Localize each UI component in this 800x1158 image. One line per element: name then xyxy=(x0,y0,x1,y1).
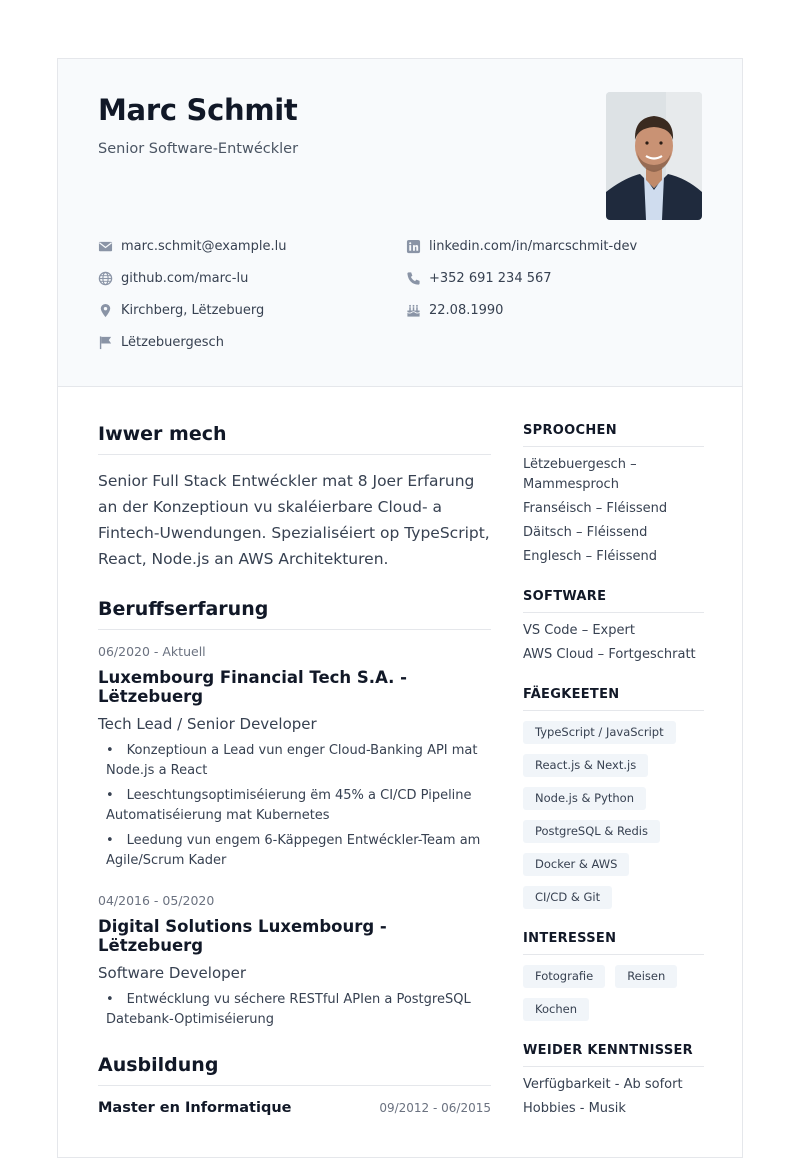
software-item: VS Code – Expert xyxy=(523,623,635,638)
other-skills-section xyxy=(523,1043,704,1119)
achievement-item: • Leeschtungsoptimiséierung ëm 45% a CI/CD Pipeline Automatiséierung mat Kubernetes xyxy=(106,786,491,826)
interests-heading: INTERESSEN xyxy=(523,931,704,955)
skills-section xyxy=(523,687,704,909)
contact-email-text: marc.schmit@example.lu xyxy=(121,238,287,254)
achievement-item: • Konzeptioun a Lead vun enger Cloud-Banking API mat Node.js a React xyxy=(106,741,491,781)
experience-heading: Beruffserfarung xyxy=(98,598,491,630)
achievement-item: • Leedung vun engem 6-Käppegen Entwéckler-Team am Agile/Scrum Kader xyxy=(106,831,491,871)
contact-phone[interactable] xyxy=(406,269,698,287)
contact-birthdate xyxy=(406,301,698,319)
interests-tags xyxy=(523,965,704,1021)
contact-list xyxy=(98,237,698,351)
education-entry xyxy=(98,1100,491,1116)
person-name: Marc Schmit xyxy=(98,93,298,127)
contact-nationality-text: Lëtzebuergesch xyxy=(121,334,224,350)
contact-location-text: Kirchberg, Lëtzebuerg xyxy=(121,302,265,318)
job-achievements xyxy=(98,990,491,1030)
achievement-item: • Entwécklung vu séchere RESTful APIen a PostgreSQL Datebank-Optimiséierung xyxy=(106,990,491,1030)
job-entry xyxy=(98,644,491,871)
skills-tags xyxy=(523,721,704,909)
contact-location xyxy=(98,301,406,319)
job-role: Software Developer xyxy=(98,964,247,982)
summary-section xyxy=(98,423,491,572)
interest-tag: Kochen xyxy=(523,998,589,1021)
languages-section xyxy=(523,423,704,567)
birthday-cake-icon xyxy=(406,303,421,318)
phone-icon xyxy=(406,271,421,286)
linkedin-icon xyxy=(406,239,421,254)
education-heading: Ausbildung xyxy=(98,1054,491,1086)
languages-heading: SPROOCHEN xyxy=(523,423,704,447)
job-date: 06/2020 - Aktuell xyxy=(98,644,206,659)
contact-email[interactable] xyxy=(98,237,406,255)
experience-section xyxy=(98,598,491,1030)
contact-phone-text: +352 691 234 567 xyxy=(429,270,552,286)
interest-tag: Fotografie xyxy=(523,965,605,988)
language-item: Franséisch – Fléissend xyxy=(523,501,668,516)
contact-nationality xyxy=(98,333,406,351)
contact-linkedin[interactable] xyxy=(406,237,698,255)
software-heading: SOFTWARE xyxy=(523,589,704,613)
language-item: Däitsch – Fléissend xyxy=(523,525,648,540)
map-pin-icon xyxy=(98,303,113,318)
education-degree: Master en Informatique xyxy=(98,1100,292,1116)
portrait-image xyxy=(606,92,702,220)
contact-github[interactable] xyxy=(98,269,406,287)
education-date: 09/2012 - 06/2015 xyxy=(379,1101,491,1115)
software-item: AWS Cloud – Fortgeschratt xyxy=(523,647,696,662)
contact-github-text: github.com/marc-lu xyxy=(121,270,249,286)
job-achievements xyxy=(98,741,491,871)
languages-list xyxy=(523,455,704,567)
flag-icon xyxy=(98,335,113,350)
language-item: Englesch – Fléissend xyxy=(523,549,657,564)
summary-text: Senior Full Stack Entwéckler mat 8 Joer Erfarung an der Konzeptioun vu skaléierbare Cloud- a Fintech-Uwendungen. Spezialiséiert op TypeScript, React, Node.js an AWS Architekturen. xyxy=(98,472,490,568)
envelope-icon xyxy=(98,239,113,254)
other-skills-list xyxy=(523,1075,704,1119)
software-section xyxy=(523,589,704,665)
resume-page xyxy=(57,58,743,1158)
main-column xyxy=(98,423,491,1116)
sidebar-column xyxy=(523,423,704,1123)
job-title: Senior Software-Entwéckler xyxy=(98,141,299,157)
job-company: Luxembourg Financial Tech S.A. - Lëtzebuerg xyxy=(98,668,408,706)
job-company: Digital Solutions Luxembourg - Lëtzebuerg xyxy=(98,917,387,955)
skill-tag: PostgreSQL & Redis xyxy=(523,820,660,843)
summary-heading: Iwwer mech xyxy=(98,423,491,455)
education-section xyxy=(98,1054,491,1116)
resume-header xyxy=(58,59,742,387)
skill-tag: Node.js & Python xyxy=(523,787,646,810)
contact-birthdate-text: 22.08.1990 xyxy=(429,302,504,318)
job-date: 04/2016 - 05/2020 xyxy=(98,893,215,908)
skill-tag: Docker & AWS xyxy=(523,853,629,876)
software-list xyxy=(523,621,704,665)
skill-tag: CI/CD & Git xyxy=(523,886,612,909)
other-skill-item: Hobbies - Musik xyxy=(523,1101,626,1116)
skill-tag: React.js & Next.js xyxy=(523,754,648,777)
globe-icon xyxy=(98,271,113,286)
other-skill-item: Verfügbarkeit - Ab sofort xyxy=(523,1077,683,1092)
skill-tag: TypeScript / JavaScript xyxy=(523,721,676,744)
job-entry xyxy=(98,893,491,1030)
language-item: Lëtzebuergesch – Mammesproch xyxy=(523,457,637,492)
interest-tag: Reisen xyxy=(615,965,677,988)
interests-section xyxy=(523,931,704,1021)
job-role: Tech Lead / Senior Developer xyxy=(98,715,317,733)
other-skills-heading: WEIDER KENNTNISSER xyxy=(523,1043,704,1067)
skills-heading: FÄEGKEETEN xyxy=(523,687,704,711)
profile-photo xyxy=(606,92,702,220)
contact-linkedin-text: linkedin.com/in/marcschmit-dev xyxy=(429,238,638,254)
